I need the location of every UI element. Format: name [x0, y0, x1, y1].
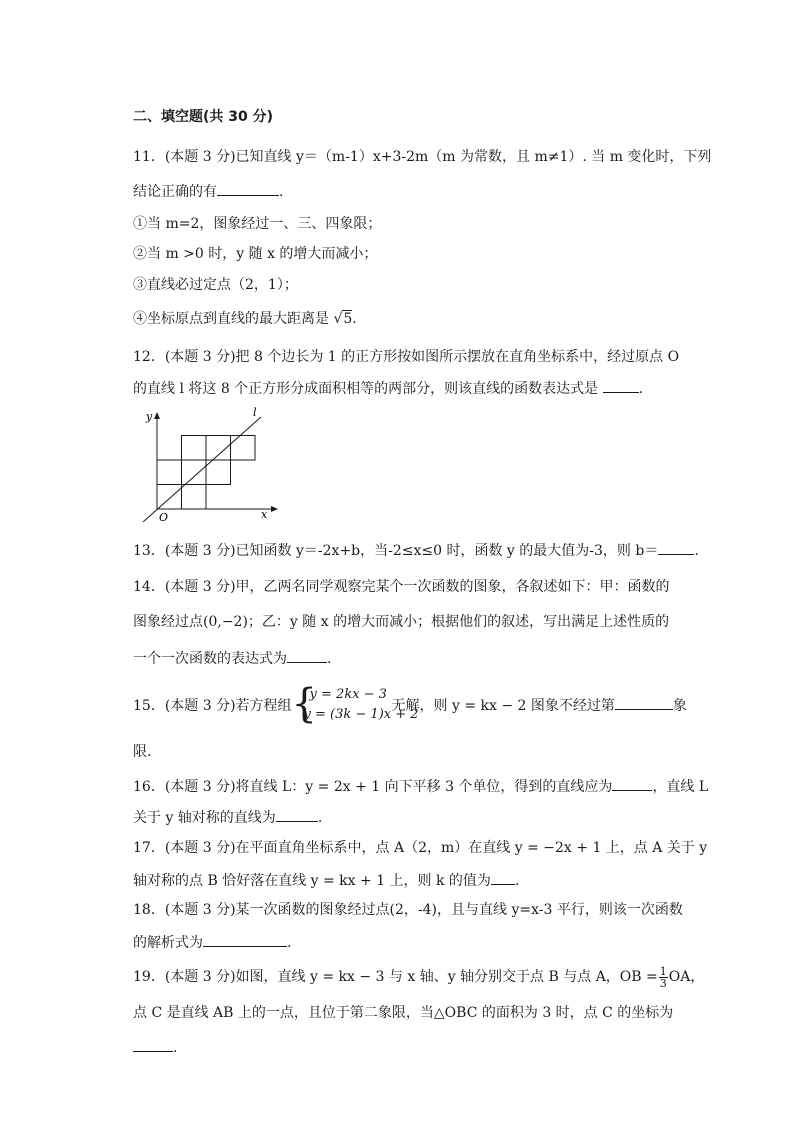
q12-figure: [133, 405, 283, 525]
q16-line2: 关于 y 轴对称的直线为 .: [133, 807, 733, 828]
equation-system: { y = 2kx − 3 y = (3k − 1)x + 2: [291, 681, 419, 727]
q19-line3: .: [133, 1037, 733, 1058]
q15-line1: 15．(本题 3 分)若方程组 { y = 2kx − 3 y = (3k − 1)x + 2 无解，则 y = kx − 2 图象不经过第 象: [133, 681, 687, 727]
q19-line2: 点 C 是直线 AB 上的一点，且位于第二象限，当△OBC 的面积为 3 时，点 C 的坐标为: [133, 1005, 674, 1021]
x-axis-label: x: [261, 508, 268, 521]
line-l: [143, 417, 261, 522]
x-axis-arrow: [271, 506, 278, 512]
section-title: 二、填空题(共 30 分): [133, 109, 274, 125]
sqrt-expression: √5: [333, 311, 353, 327]
q17-line1: 17．(本题 3 分)在平面直角坐标系中，点 A（2，m）在直线 y = −2x + 1 上，点 A 关于 y: [133, 840, 708, 856]
grid-square: [157, 485, 182, 510]
grid-square: [206, 460, 231, 485]
grid-square: [182, 485, 207, 510]
y-axis-label: y: [146, 410, 153, 423]
answer-blank-q18[interactable]: [203, 932, 287, 947]
origin-label: O: [159, 511, 169, 524]
grid-square: [157, 460, 182, 485]
square-grid: [157, 436, 255, 510]
grid-square: [182, 436, 207, 461]
answer-blank-q12[interactable]: [603, 378, 639, 393]
q11-line2: 结论正确的有 .: [133, 181, 733, 202]
answer-blank-q13[interactable]: [658, 540, 694, 555]
q11-option-3: ③直线必过定点（2，1）；: [133, 277, 298, 293]
q16-line1: 16．(本题 3 分)将直线 L：y = 2x + 1 向下平移 3 个单位，得到的直线应为 ，直线 L: [133, 776, 733, 797]
answer-blank-q16b[interactable]: [276, 807, 318, 822]
answer-blank-q16a[interactable]: [612, 776, 652, 791]
q18-line2: 的解析式为 .: [133, 932, 733, 953]
line-l-label: l: [253, 406, 257, 419]
grid-square: [182, 460, 207, 485]
answer-blank-q14[interactable]: [287, 648, 327, 663]
q12-line1: 12．(本题 3 分)把 8 个边长为 1 的正方形按如图所示摆放在直角坐标系中，经过原点 O: [133, 349, 680, 365]
q11-option-1: ①当 m=2，图象经过一、三、四象限；: [133, 216, 382, 232]
q12-line2: 的直线 l 将这 8 个正方形分成面积相等的两部分，则该直线的函数表达式是 .: [133, 378, 733, 399]
grid-square: [231, 436, 256, 461]
answer-blank-q19[interactable]: [133, 1037, 173, 1052]
q14-line3: 一个一次函数的表达式为 .: [133, 648, 733, 669]
y-axis-arrow: [154, 412, 160, 419]
q14-line1: 14．(本题 3 分)甲，乙两名同学观察完某个一次函数的图象，各叙述如下：甲：函数的: [133, 579, 670, 595]
q17-line2: 轴对称的点 B 恰好落在直线 y = kx + 1 上，则 k 的值为 .: [133, 870, 733, 891]
answer-blank-q11[interactable]: [217, 181, 279, 196]
q11-option-4: ④坐标原点到直线的最大距离是 √5.: [133, 311, 357, 327]
q14-line2: 图象经过点(0,−2)；乙：y 随 x 的增大而减小；根据他们的叙述，写出满足上述性质的: [133, 614, 670, 630]
q11-option-2: ②当 m >0 时，y 随 x 的增大而减小；: [133, 246, 378, 262]
fraction-one-third: $\frac{1}{3}$: [659, 964, 667, 990]
q19-line1: 19．(本题 3 分)如图，直线 y = kx − 3 与 x 轴、y 轴分别交于点 B 与点 A，OB = $\frac{1}{3}$ OA，: [133, 964, 705, 990]
q13-line1: 13．(本题 3 分)已知函数 y＝-2x+b，当-2≤x≤0 时，函数 y 的最大值为-3，则 b＝ .: [133, 540, 733, 561]
q18-line1: 18．(本题 3 分)某一次函数的图象经过点(2，-4)，且与直线 y=x-3 平行，则该一次函数: [133, 902, 683, 918]
q15-line2: 限.: [133, 744, 152, 760]
answer-blank-q15[interactable]: [615, 695, 673, 710]
answer-blank-q17[interactable]: [491, 870, 515, 885]
q11-line1: 11．(本题 3 分)已知直线 y＝（m-1）x+3-2m（m 为常数，且 m≠1）. 当 m 变化时，下列: [133, 149, 712, 165]
